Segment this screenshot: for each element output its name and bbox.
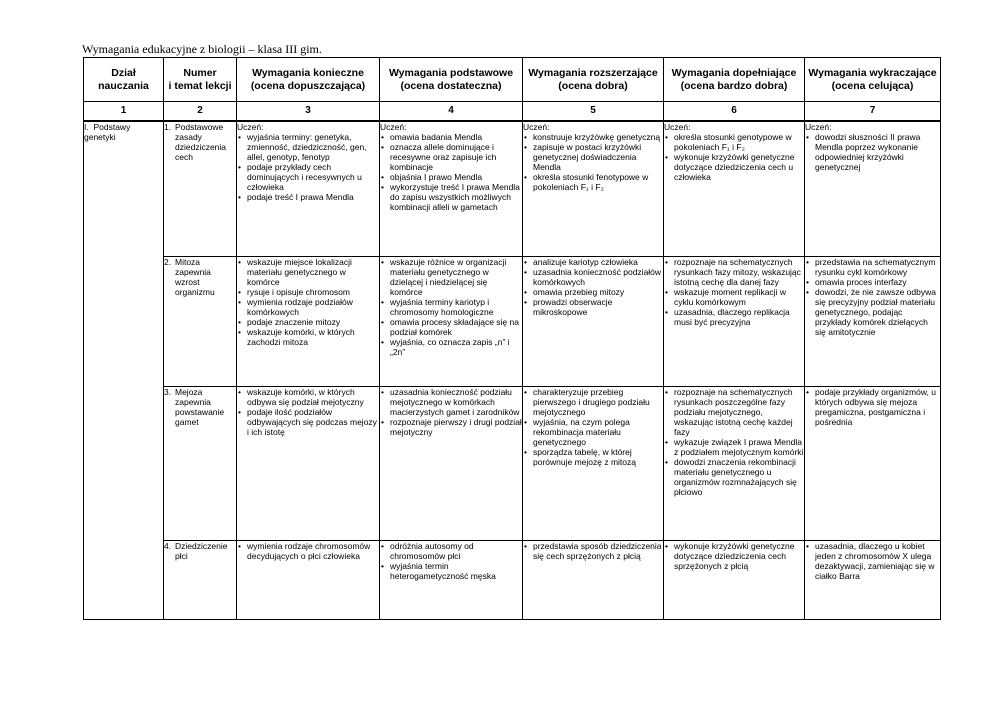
- lesson-number: 3.: [164, 387, 172, 397]
- requirement-item: • omawia procesy składające się na podział komórek: [380, 317, 522, 337]
- lesson-topic-cell: [164, 541, 237, 620]
- column-number: 6: [664, 102, 805, 121]
- requirement-item: • oznacza allele dominujące i recesywne oraz zapisuje ich kombinacje: [380, 142, 522, 172]
- lesson-topic: Podstawowe zasady dziedziczenia cech: [175, 121, 227, 162]
- requirement-item: • omawia przebieg mitozy: [523, 287, 663, 297]
- section-label: I. Podstawy genetyki: [84, 121, 131, 142]
- lesson-row: [84, 121, 941, 257]
- column-number: 7: [805, 102, 941, 121]
- requirements-wykraczajace: [805, 387, 941, 541]
- lesson-topic: Mejoza zapewnia powstawanie gamet: [175, 387, 225, 427]
- requirement-item: • zapisuje w postaci krzyżówki genetycznej doświadczenia Mendla: [523, 142, 663, 172]
- requirement-list: [805, 257, 940, 337]
- requirement-item: • rysuje i opisuje chromosom: [237, 287, 379, 297]
- column-number: 2: [164, 102, 237, 121]
- requirements-dopelniajace: [664, 387, 805, 541]
- lesson-topic-cell: [164, 121, 237, 257]
- requirement-list: [664, 257, 804, 327]
- requirements-konieczne: [237, 541, 380, 620]
- requirement-item: • wyjaśnia, co oznacza zapis „n” i „2n”: [380, 337, 522, 357]
- requirement-item: • wyjaśnia terminy: genetyka, zmienność, dziedziczność, gen, allel, genotyp, fenotyp: [237, 132, 379, 162]
- requirement-item: • odróżnia autosomy od chromosomów płci: [380, 541, 522, 561]
- requirement-list: [237, 257, 379, 347]
- requirements-wykraczajace: [805, 121, 941, 257]
- document-title: Wymagania edukacyjne z biologii – klasa III gim.: [82, 42, 322, 56]
- lesson-row: [84, 257, 941, 387]
- requirements-podstawowe: [380, 541, 523, 620]
- requirements-konieczne: [237, 387, 380, 541]
- lesson-number: 2.: [164, 257, 172, 267]
- requirement-item: • wskazuje komórki, w których odbywa się podział mejotyczny: [237, 387, 379, 407]
- requirement-item: • podaje ilość podziałów odbywających się podczas mejozy i ich istotę: [237, 407, 379, 437]
- column-number: 1: [84, 102, 164, 121]
- requirement-item: • wykonuje krzyżówki genetyczne dotyczące dziedziczenia cech u człowieka: [664, 152, 804, 182]
- lesson-topic-cell: [164, 257, 237, 387]
- header-dzial: Dział nauczania: [84, 58, 164, 102]
- uczen-label: Uczeń:: [380, 121, 407, 132]
- requirement-item: • podaje znaczenie mitozy: [237, 317, 379, 327]
- column-number-row: [84, 102, 941, 121]
- lesson-row: [84, 541, 941, 620]
- uczen-label: Uczeń:: [237, 121, 264, 132]
- requirement-item: • wyjaśnia termin heterogametyczność męska: [380, 561, 522, 581]
- requirement-item: • uzasadnia, dlaczego u kobiet jeden z chromosomów X ulega dezaktywacji, zamieniając się w ciałko Barra: [805, 541, 940, 581]
- requirement-item: • wymienia rodzaje podziałów komórkowych: [237, 297, 379, 317]
- requirement-item: • charakteryzuje przebieg pierwszego i drugiego podziału mejotycznego: [523, 387, 663, 417]
- requirements-rozszerzajace: [523, 121, 664, 257]
- uczen-label: Uczeń:: [523, 121, 550, 132]
- requirement-item: • określa stosunki genotypowe w pokoleniach F₁ i F₂: [664, 132, 804, 152]
- lesson-topic: Mitoza zapewnia wzrost organizmu: [175, 257, 215, 297]
- requirement-item: • podaje przykłady organizmów, u których odbywa się mejoza pregamiczna, postgamiczna i pośrednia: [805, 387, 940, 427]
- requirements-rozszerzajace: [523, 541, 664, 620]
- requirement-item: • wskazuje moment replikacji w cyklu komórkowym: [664, 287, 804, 307]
- requirement-item: • wykonuje krzyżówki genetyczne dotyczące dziedziczenia cech sprzężonych z płcią: [664, 541, 804, 571]
- lesson-topic: Dziedziczenie płci: [175, 541, 228, 561]
- requirement-list: [805, 541, 940, 581]
- requirement-item: • analizuje kariotyp człowieka: [523, 257, 663, 267]
- lesson-number: 1.: [164, 121, 172, 132]
- requirement-item: • wykorzystuje treść I prawa Mendla do zapisu wszystkich możliwych kombinacji alleli w gametach: [380, 182, 522, 212]
- requirements-podstawowe: [380, 121, 523, 257]
- requirements-konieczne: [237, 257, 380, 387]
- requirement-item: • dowodzi, że nie zawsze odbywa się precyzyjny podział materiału genetycznego, podając przykłady komórek dzielących się amitotycznie: [805, 287, 940, 337]
- lesson-row: [84, 387, 941, 541]
- requirement-item: • przedstawia sposób dziedziczenia się cech sprzężonych z płcią: [523, 541, 663, 561]
- column-number: 3: [237, 102, 380, 121]
- requirement-item: • dowodzi słuszności II prawa Mendla poprzez wykonanie odpowiedniej krzyżówki genetycznej: [805, 132, 940, 172]
- requirement-list: [237, 132, 379, 202]
- requirement-list: [237, 541, 379, 561]
- requirement-item: • dowodzi znaczenia rekombinacji materiału genetycznego u organizmów rozmnażających się płciowo: [664, 457, 804, 497]
- requirement-item: • wykazuje związek I prawa Mendla z podziałem mejotycznym komórki: [664, 437, 804, 457]
- requirement-item: • konstruuje krzyżówkę genetyczną: [523, 132, 663, 142]
- header-wykraczajace: Wymagania wykraczające (ocena celująca): [805, 58, 941, 102]
- requirement-item: • wyjaśnia, na czym polega rekombinacja materiału genetycznego: [523, 417, 663, 447]
- requirement-item: • wskazuje miejsce lokalizacji materiału genetycznego w komórce: [237, 257, 379, 287]
- requirement-list: [380, 257, 522, 357]
- requirements-podstawowe: [380, 257, 523, 387]
- requirement-item: • podaje treść I prawa Mendla: [237, 192, 379, 202]
- requirement-item: • wymienia rodzaje chromosomów decydujących o płci człowieka: [237, 541, 379, 561]
- requirement-list: [380, 387, 522, 437]
- requirement-list: [380, 541, 522, 581]
- requirement-item: • przedstawia na schematycznym rysunku cykl komórkowy: [805, 257, 940, 277]
- requirement-item: • sporządza tabelę, w której porównuje mejozę z mitozą: [523, 447, 663, 467]
- requirement-item: • wskazuje różnice w organizacji materiału genetycznego w dzielącej i niedzielącej się komórce: [380, 257, 522, 297]
- requirement-item: • uzasadnia, dlaczego replikacja musi być precyzyjna: [664, 307, 804, 327]
- requirement-list: [664, 132, 804, 182]
- requirement-list: [523, 541, 663, 561]
- uczen-label: Uczeń:: [664, 121, 691, 132]
- lesson-number: 4.: [164, 541, 172, 551]
- requirements-podstawowe: [380, 387, 523, 541]
- requirement-item: • prowadzi obserwacje mikroskopowe: [523, 297, 663, 317]
- header-dopelniajace: Wymagania dopełniające (ocena bardzo dobra): [664, 58, 805, 102]
- requirement-item: • objaśnia I prawo Mendla: [380, 172, 522, 182]
- requirement-list: [523, 257, 663, 317]
- requirement-item: • omawia badania Mendla: [380, 132, 522, 142]
- requirement-list: [664, 541, 804, 571]
- lesson-topic-cell: [164, 387, 237, 541]
- requirements-rozszerzajace: [523, 387, 664, 541]
- requirement-list: [523, 132, 663, 192]
- requirement-item: • rozpoznaje na schematycznych rysunkach fazy mitozy, wskazując istotną cechę dla danej fazy: [664, 257, 804, 287]
- requirement-item: • omawia proces interfazy: [805, 277, 940, 287]
- requirement-list: [523, 387, 663, 467]
- section-cell: [84, 121, 164, 620]
- header-numer: Numer i temat lekcji: [164, 58, 237, 102]
- requirement-list: [805, 387, 940, 427]
- header-rozszerzajace: Wymagania rozszerzające (ocena dobra): [523, 58, 664, 102]
- requirement-item: • uzasadnia konieczność podziału mejotycznego w komórkach macierzystych gamet i zarodników: [380, 387, 522, 417]
- column-number: 5: [523, 102, 664, 121]
- header-podstawowe: Wymagania podstawowe (ocena dostateczna): [380, 58, 523, 102]
- requirement-item: • podaje przykłady cech dominujących i recesywnych u człowieka: [237, 162, 379, 192]
- header-row: [84, 58, 941, 102]
- requirement-list: [237, 387, 379, 437]
- requirement-item: • uzasadnia konieczność podziałów komórkowych: [523, 267, 663, 287]
- requirements-wykraczajace: [805, 541, 941, 620]
- requirements-dopelniajace: [664, 541, 805, 620]
- requirements-konieczne: [237, 121, 380, 257]
- requirement-list: [664, 387, 804, 497]
- requirements-table: [83, 57, 941, 620]
- requirements-dopelniajace: [664, 257, 805, 387]
- uczen-label: Uczeń:: [805, 121, 832, 132]
- column-number: 4: [380, 102, 523, 121]
- header-konieczne: Wymagania konieczne (ocena dopuszczająca): [237, 58, 380, 102]
- requirement-list: [380, 132, 522, 212]
- requirement-list: [805, 132, 940, 172]
- requirement-item: • wskazuje komórki, w których zachodzi mitoza: [237, 327, 379, 347]
- requirement-item: • wyjaśnia terminy kariotyp i chromosomy homologiczne: [380, 297, 522, 317]
- requirements-wykraczajace: [805, 257, 941, 387]
- requirement-item: • rozpoznaje na schematycznych rysunkach poszczególne fazy podziału mejotycznego, wskazując istotną cechę każdej fazy: [664, 387, 804, 437]
- requirement-item: • rozpoznaje pierwszy i drugi podział mejotyczny: [380, 417, 522, 437]
- requirements-rozszerzajace: [523, 257, 664, 387]
- requirements-dopelniajace: [664, 121, 805, 257]
- requirement-item: • określa stosunki fenotypowe w pokoleniach F₁ i F₂: [523, 172, 663, 192]
